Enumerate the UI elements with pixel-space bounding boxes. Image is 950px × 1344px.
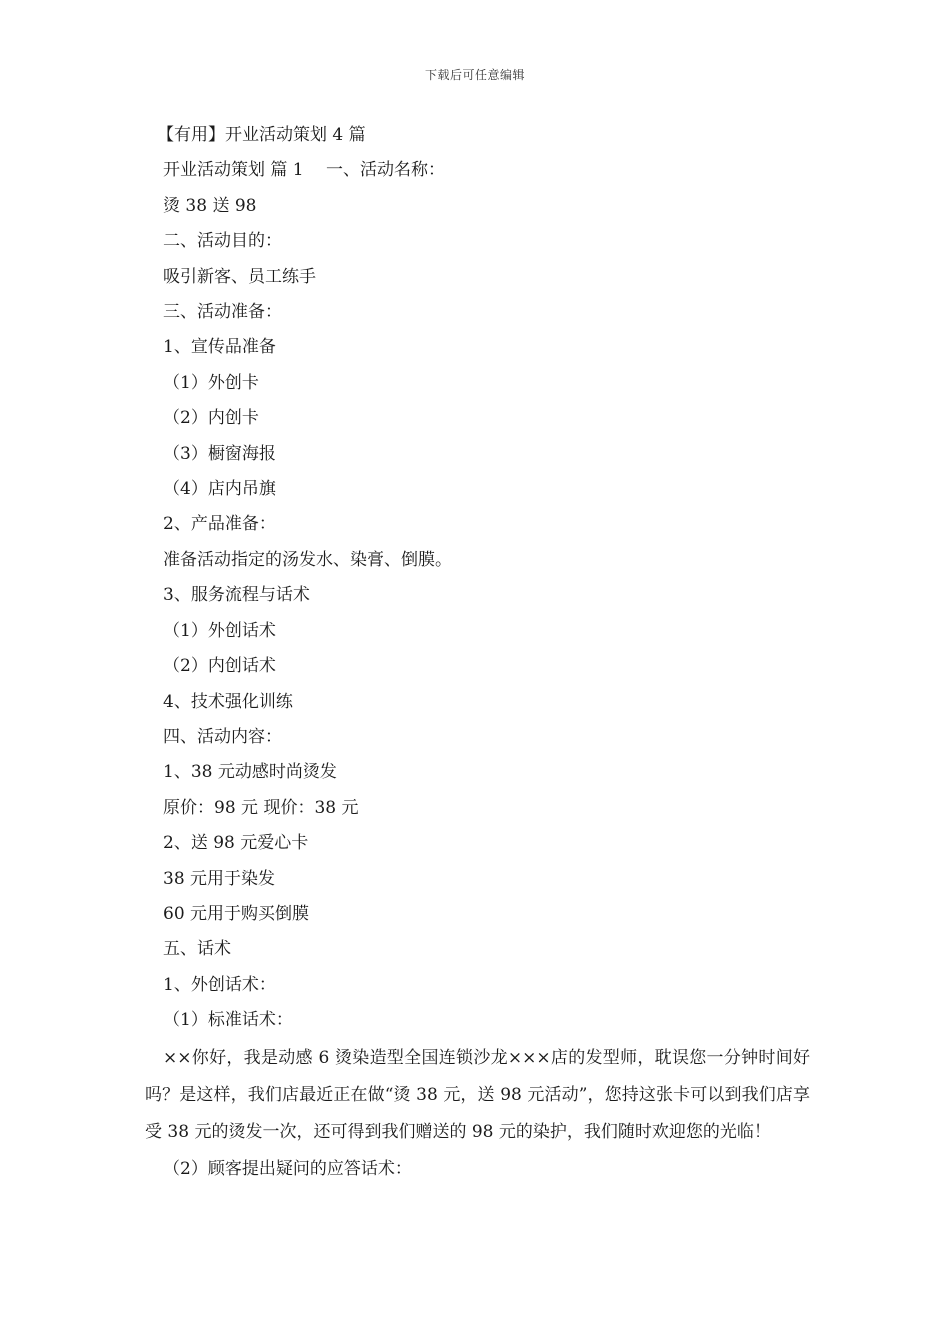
document-line-last: （2）顾客提出疑问的应答话术： [163,1158,412,1179]
document-line: （4）店内吊旗 [163,479,276,500]
document-line: （3）橱窗海报 [163,443,276,464]
document-line: 原价：98 元 现价：38 元 [163,797,359,818]
document-line: 3、服务流程与话术 [163,585,310,606]
document-lines [145,118,810,1039]
document-line: 吸引新客、员工练手 [163,266,316,287]
document-line: （1）标准话术： [163,1010,293,1031]
document-line: 【有用】开业活动策划 4 篇 [157,125,366,145]
document-line: 二、活动目的： [163,231,282,252]
document-line: 烫 38 送 98 [163,195,257,216]
document-line: （2）内创话术 [163,656,276,677]
document-line: 1、38 元动感时尚烫发 [163,762,337,783]
document-line: （2）内创卡 [163,408,259,429]
document-line: （1）外创话术 [163,620,276,641]
document-body [145,118,810,1187]
document-line: 38 元用于染发 [163,868,276,889]
document-line: 4、技术强化训练 [163,691,293,712]
document-line: 1、宣传品准备 [163,337,276,358]
document-line: 2、送 98 元爱心卡 [163,833,309,854]
document-line: 准备活动指定的汤发水、染膏、倒膜。 [163,549,452,570]
document-line: 开业活动策划 篇 1 一、活动名称： [163,160,446,181]
page-header: 下载后可任意编辑 [424,68,525,82]
document-line: （1）外创卡 [163,372,259,393]
standard-script-paragraph: ××你好，我是动感 6 烫染造型全国连锁沙龙×××店的发型师，耽误您一分钟时间好吗？是这样，我们店最近正在做“烫 38 元，送 98 元活动”，您持这张卡可以到我们店享受 38 元的烫发一次，还可得到我们赠送的 98 元的染护，我们随时欢迎您的光临！ [145,1047,810,1142]
document-line: 三、活动准备： [163,302,282,323]
document-line: 四、活动内容： [163,726,282,747]
document-line: 2、产品准备： [163,514,276,535]
document-line: 60 元用于购买倒膜 [163,903,310,924]
document-line: 五、话术 [163,939,231,960]
document-line: 1、外创话术： [163,974,276,995]
